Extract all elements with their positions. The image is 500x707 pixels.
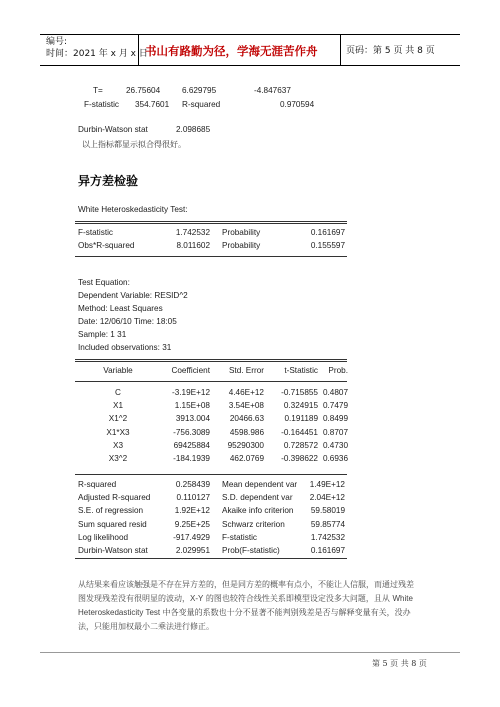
white-row-value: 1.742532 [175,228,210,237]
stats-value-left: 2.029951 [175,546,210,555]
coef-coefficient: -3.19E+12 [171,388,210,397]
header-divider-right [340,34,341,65]
paragraph-line-2-post: 的图也较符合线性关系即模型设定没多大问题，且从 [203,594,393,603]
paragraph-white-test: Heteroskedasticity Test [78,608,161,617]
coef-prob: 0.4730 [322,440,348,450]
stats-label-left: Log likelihood [78,532,129,542]
coef-prob: 0.4807 [322,388,348,397]
dw-label: Durbin-Watson stat [78,125,148,134]
t-label: T= [93,86,103,95]
stats-value-left: 0.110127 [176,493,210,503]
coef-std-error: 95290300 [227,440,264,450]
coef-t-stat: 0.324915 [283,401,318,411]
coef-prob: 0.6936 [322,454,348,463]
t-value-2: 6.629795 [182,86,217,95]
stats-label-left: Durbin-Watson stat [78,546,148,555]
coef-rule-top [75,359,347,360]
f-stat-label: F-statistic [84,100,120,109]
white-rule-top-2 [75,223,347,224]
coef-coefficient: -184.1939 [173,454,210,463]
stats-label-right: F-statistic [222,532,258,542]
stats-label-left: Adjusted R-squared [78,493,151,503]
paragraph-line-4: 法，只能用加权最小二乘法进行修正。 [78,622,214,631]
r-squared-value: 0.970594 [280,100,315,109]
footer-rule [40,652,460,653]
coef-t-stat: -0.398622 [281,454,318,463]
coef-header: t-Statistic [284,366,318,375]
coef-header: Std. Error [228,366,264,375]
test-info-line: Dependent Variable: RESID^2 [78,291,188,300]
coef-coefficient: -756.3089 [173,427,210,437]
white-row-value: 8.011602 [176,241,210,250]
test-info-line: Method: Least Squares [78,304,163,313]
white-row-label: F-statistic [78,228,114,237]
header-time-label: 时间：2021 年 x 月 x 日 [46,49,148,59]
footer-page: 第 5 页 共 8 页 [372,659,427,668]
coef-coefficient: 1.15E+08 [174,401,210,411]
dw-value: 2.098685 [176,125,211,134]
coef-header-rule [75,381,347,382]
white-row-prob-label: Probability [222,228,261,237]
coef-variable: X1^2 [108,414,128,424]
stats-label-right: Mean dependent var [222,480,298,489]
coef-t-stat: -0.715855 [281,388,318,397]
coef-std-error: 20466.63 [229,414,264,424]
coef-variable: C [115,388,121,397]
coef-prob: 0.7479 [322,401,348,411]
stats-label-right: Prob(F-statistic) [222,546,280,555]
header-top-rule [40,34,460,35]
coef-variable: X1*X3 [106,427,130,437]
f-stat-value: 354.7601 [135,100,170,109]
stats-value-left: 0.258439 [175,480,210,489]
stats-value-left: 1.92E+12 [174,506,210,516]
section-heading: 异方差检验 [78,174,139,188]
header-slogan: 书山有路勤为径，学海无涯苦作舟 [145,44,318,58]
paragraph-xy: X-Y [190,594,204,603]
paragraph-line-1: 从结果来看应该触强是不存在异方差的，但是同方差的概率有点小，不能让人信服，而通过残差 [78,580,414,589]
coef-prob: 0.8707 [322,427,348,437]
header-page-label: 页码：第 5 页 共 8 页 [346,46,435,56]
coef-header: Variable [103,366,133,375]
stats-value-left: 9.25E+25 [174,519,210,529]
coef-std-error: 462.0769 [229,454,264,463]
white-row-prob-label: Probability [222,241,261,250]
coef-t-stat: 0.191189 [284,414,318,424]
stats-rule-bottom [75,558,347,559]
stats-label-left: R-squared [78,480,117,489]
stats-value-right: 59.85774 [310,519,345,529]
stats-value-right: 1.742532 [310,532,345,542]
paragraph-line-2 [78,592,428,606]
coef-variable: X1 [112,401,123,411]
paragraph-line-2-pre: 图发现残差没有很明显的波动， [78,594,190,603]
stats-value-left: -917.4929 [173,532,210,542]
t-value-3: -4.847637 [254,86,291,95]
paragraph-white: White [392,594,413,603]
stats-label-left: Sum squared resid [78,519,147,529]
test-info-line: Included observations: 31 [78,343,172,352]
coef-t-stat: -0.164451 [281,427,318,437]
coef-variable: X3^2 [108,454,128,463]
stats-value-right: 59.58019 [310,506,345,516]
white-row-prob-value: 0.161697 [310,228,345,237]
coef-coefficient: 3913.004 [175,414,210,424]
header-bottom-rule [40,65,460,66]
paragraph-line-3-post: 中各变量的系数也十分不显著不能判别残差是否与解释变量有关，没办 [160,608,411,617]
stats-label-left: S.E. of regression [78,506,144,516]
t-value-1: 26.75604 [126,86,161,95]
coef-std-error: 4.46E+12 [228,388,264,397]
coef-variable: X3 [112,440,123,450]
coef-rule-top-2 [75,361,347,362]
coef-header: Prob. [328,366,348,375]
test-info-line: Test Equation: [78,278,130,287]
white-rule-top [75,221,347,222]
stats-value-right: 1.49E+12 [309,480,345,489]
white-row-label: Obs*R-squared [78,241,135,250]
header-number-label: 编号: [46,37,68,47]
r-squared-label: R-squared [182,100,221,109]
stats-label-right: Akaike info criterion [222,506,294,516]
white-row-prob-value: 0.155597 [310,241,345,250]
stats-value-right: 2.04E+12 [309,493,345,503]
conclusion-paragraph [78,578,428,634]
stats-label-right: S.D. dependent var [222,493,293,503]
coef-std-error: 3.54E+08 [228,401,264,411]
white-rule-bottom [75,256,347,257]
paragraph-line-3 [78,606,428,620]
test-info-line: Sample: 1 31 [78,330,127,339]
white-test-title: White Heteroskedasticity Test: [78,205,188,214]
coef-t-stat: 0.728572 [283,440,318,450]
test-info-line: Date: 12/06/10 Time: 18:05 [78,317,177,326]
fit-note: 以上指标都显示拟合得很好。 [82,140,186,149]
coef-coefficient: 69425884 [173,440,210,450]
stats-rule-top [75,474,347,475]
coef-prob: 0.8499 [322,414,348,424]
stats-label-right: Schwarz criterion [222,519,285,529]
stats-value-right: 0.161697 [310,546,345,555]
coef-header: Coefficient [171,366,210,375]
coef-std-error: 4598.986 [229,427,264,437]
